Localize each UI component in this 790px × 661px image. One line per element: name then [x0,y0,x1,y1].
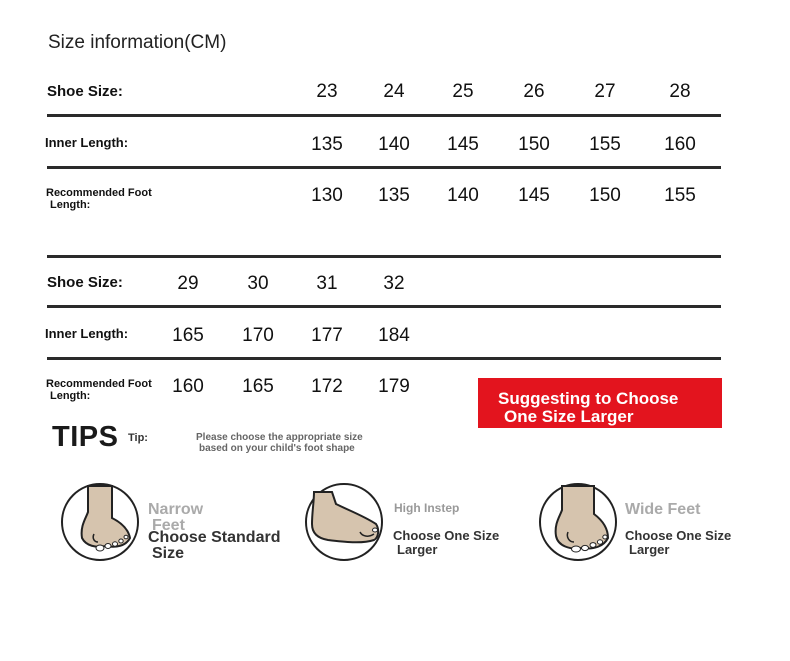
inner-length-label: Inner Length: [45,135,129,150]
table-divider [47,357,721,360]
banner-line2: One Size Larger [504,407,634,426]
tip-text [196,432,363,454]
inner-length-cell: 170 [242,325,274,346]
shoe-size-label: Shoe Size: [47,274,123,291]
tip-text-line2: based on your child's foot shape [199,443,355,454]
foot-length-cell: 130 [311,185,343,206]
foot-length-cell: 155 [664,185,696,206]
inner-length-cell: 150 [518,134,550,155]
foot-length-label-line2: Length: [50,390,91,402]
table-divider [47,305,721,308]
tip-label: Tip: [128,432,148,444]
wide-feet-advice-line1: Choose One Size [625,528,732,543]
narrow-feet-title-line1: Narrow [148,501,204,518]
shoe-size-cell: 29 [177,273,199,294]
inner-length-label: Inner Length: [45,326,129,341]
tip-text-line1: Please choose the appropriate size [196,432,363,443]
foot-length-cell: 140 [447,185,479,206]
foot-length-label-line1: Recommended Foot [46,187,152,199]
size-suggestion-banner [478,378,722,428]
wide-feet-title: Wide Feet [625,501,701,518]
wide-feet-advice-line2: Larger [629,542,670,557]
shoe-size-cell: 28 [669,81,691,102]
foot-length-cell: 160 [172,376,204,397]
inner-length-cell: 140 [378,134,410,155]
foot-length-cell: 135 [378,185,410,206]
inner-length-cell: 177 [311,325,343,346]
wide-feet-advice [625,529,731,557]
foot-length-cell: 150 [589,185,621,206]
shoe-size-cell: 23 [316,81,338,102]
foot-length-cell: 172 [311,376,343,397]
inner-length-cell: 165 [172,325,204,346]
shoe-size-label: Shoe Size: [47,83,123,100]
shoe-size-cell: 27 [594,81,616,102]
shoe-size-cell: 24 [383,81,405,102]
foot-length-cell: 145 [518,185,550,206]
narrow-feet-advice-line1: Choose Standard [148,529,281,546]
inner-length-cell: 184 [378,325,410,346]
shoe-size-cell: 31 [316,273,338,294]
foot-length-label [46,378,152,402]
high-instep-advice [393,529,499,557]
tips-heading: TIPS [52,421,119,453]
shoe-size-cell: 30 [247,273,269,294]
narrow-feet-advice-line2: Size [152,545,185,562]
high-instep-advice-line2: Larger [397,542,438,557]
narrow-feet-advice [148,530,280,562]
page-title: Size information(CM) [48,32,227,53]
foot-length-cell: 179 [378,376,410,397]
inner-length-cell: 145 [447,134,479,155]
narrow-feet-title-line2: Feet [152,517,185,534]
shoe-size-cell: 26 [523,81,545,102]
inner-length-cell: 160 [664,134,696,155]
inner-length-cell: 135 [311,134,343,155]
foot-length-label [46,187,152,211]
table-divider [47,255,721,258]
inner-length-cell: 155 [589,134,621,155]
high-instep-foot-icon [304,482,384,562]
shoe-size-cell: 25 [452,81,474,102]
narrow-foot-icon [60,482,140,562]
high-instep-advice-line1: Choose One Size [393,528,500,543]
shoe-size-cell: 32 [383,273,405,294]
high-instep-title: High Instep [394,501,460,515]
foot-length-label-line1: Recommended Foot [46,378,152,390]
wide-foot-icon [538,482,618,562]
table-divider [47,166,721,169]
foot-length-label-line2: Length: [50,199,91,211]
table-divider [47,114,721,117]
banner-line1: Suggesting to Choose [498,389,679,408]
foot-length-cell: 165 [242,376,274,397]
